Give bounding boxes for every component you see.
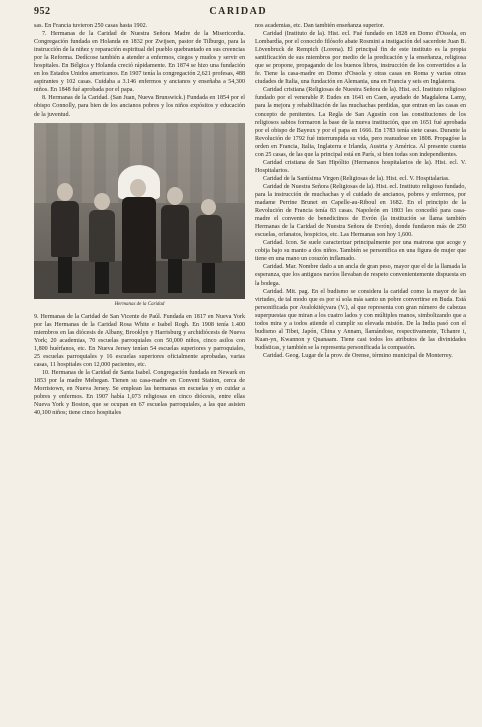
dictionary-entry: Caridad (Instituto de la). Hist. ecl. Fué fundado en 1828 en Domo d'Ossola, en Lombardía, por el conocido filósofo abate Rosmini a instigación del sacerdote Juan B. Lövenbruck de Rempich (Lorena). El principal fin de este instituto es la propia santificación de sus miembros por medio de la predicación y la enseñanza, religiosa que se propone, propagando de los buenos libros, instrucción de los convertidos a la fe. Tiene la casa-madre en Domo d'Ossola y otras casas en Roma y varias otras ciudades de Italia, una fundación en Alemania, una en Francia y seis en Inglaterra. bbox=[255, 31, 466, 86]
paragraph: 8. Hermanas de la Caridad. (San Juan, Nueva Brunswick.) Fundada en 1854 por el obispo Connolly, para bien de los ancianos pobres y los niños expósitos y educación de la juventud. bbox=[34, 95, 245, 118]
figure-caption: Hermanas de la Caridad bbox=[114, 301, 165, 307]
paragraph: 10. Hermanas de la Caridad de Santa Isabel. Congregación fundada en Newark en 1853 por la madre Mehegan. Tienen su casa-madre en Convent Station, cerca de Morristown, en Nueva Jersey. Se emplean las hermanas en escuelas y en cuidar a pobres y enfermos. En 1907 había 1,073 religiosas en cinco diócesis, entre ellas Nueva York y Boston, que se ocupan en 67 escuelas parroquiales, a las que asisten 40,100 niños; tiene cinco hospitales bbox=[34, 369, 245, 417]
paragraph: 7. Hermanas de la Caridad de Nuestra Señora Madre de la Misericordia. Congregación fundada en Holanda en 1832 por Zwijsen, pastor de Tilburgo, para la instrucción de la niñez y reparación espiritual del pueblo quebrantado en sus creencias por la Reforma. Dedícose también a atender a enfermos, ciegos y mudos y servir en hospitales. En Bélgica y Holanda creció rápidamente. En 1874 se hizo una fundación en los Estados Unidos americanos. En 1907 tenía la congregación 2,621 profesas, 488 aspirantes y 102 casas. Cuidaba a 3.146 enfermos y ancianos y enseñaba a 54,300 niños. En 1848 fué aprobada por el papa. bbox=[34, 31, 245, 94]
photograph-sisters-of-charity bbox=[34, 123, 245, 299]
dictionary-entry: Caridad de Nuestra Señora (Religiosas de la). Hist. ecl. Instituto religioso fundado, para la instrucción de muchachas y el cuidado de ancianos, pobres y enfermos, por madame Perrine Brunet en Capelle-au-Riboul en 1682. En el principio de la Revolución de Francia tenía 83 casas. Napoleón en 1803 les concedió para casa-madre el convento de benedictinos de Evrón (la institución se llama también Hermanas de la Caridad de Nuestra Señora de Evrón), donde fundaron más de 250 escuelas, orfanatos, hospicios, etc. Las Hermanas son hoy 1,600. bbox=[255, 183, 466, 239]
dictionary-entry: Caridad de la Santísima Virgen (Religiosas de la). Hist. ecl. V. Hospitalarias. bbox=[263, 175, 450, 182]
page-header bbox=[34, 2, 466, 20]
paragraph: sas. En Francia tuvieron 250 casas hasta 1902. bbox=[34, 23, 148, 29]
dictionary-entry: Caridad. Mar. Nombre dado a un ancla de gran peso, mayor que el de la llamada la esperanza, que los antiguos navíos llevaban de respeto convenientemente dispuesta en la bodega. bbox=[255, 264, 466, 287]
page-number: 952 bbox=[34, 5, 51, 17]
paragraph: 9. Hermanas de la Caridad de San Vicente de Paúl. Fundada en 1817 en Nueva York por las Hermanas de la Caridad Rosa White e Isabel Rogh. En 1908 tenía 1.400 miembros en las diócesis de Albany, Brooklyn y Harrisburg y archidiócesis de Nueva York; 20 academias, 70 escuelas parroquiales con 50,000 niños, cinco asilos con 1,800 huérfanos, etc. En Nueva Jersey tenían 54 escuelas superiores y parroquiales, 25 escuelas parroquiales y 16 escuelas superiores oficialmente aprobadas, varias casas, 11 hospitales con 12,000 pacientes, etc. bbox=[34, 313, 245, 368]
dictionary-entry: Caridad cristiana de San Hipólito (Hermanos hospitalarios de la). Hist. ecl. V. Hospitalarios. bbox=[255, 159, 466, 174]
page-title: CARIDAD bbox=[209, 5, 268, 17]
text-columns bbox=[34, 22, 466, 719]
dictionary-entry: Caridad. Geog. Lugar de la prov. de Orense, término municipal de Monterrey. bbox=[263, 352, 453, 359]
paragraph: nos academias, etc. Dan también enseñanza superior. bbox=[255, 23, 385, 29]
left-column bbox=[34, 22, 245, 719]
dictionary-entry: Caridad. Icon. Se suele caracterizar principalmente por una matrona que acoge y cobija bajo su manto a dos niños. También se personifica en una figura de mujer que tiene en una mano un corazón inflamado. bbox=[255, 240, 466, 263]
right-column bbox=[255, 22, 466, 719]
dictionary-entry: Caridad cristiana (Religiosas de Nuestra Señora de la). Hist. ecl. Instituto religioso fundado por el venerable P. Eudes en 1641 en Caen, ayudado de Magdalena Lamy, para la mejora y rehabilitación de las muchachas perdidas, que entran en las casas en concepto de penitentes. La Regla de San Agustín con las constituciones de los religiosos sabios formaron la base de la nueva institución, que en 1651 fué aprobada por el obispo de Bayeux y por el papa en 1666. En 1783 tenía siete casas. Durante la Revolución de 1792 fué interrumpida su vida, pero reanudose en 1808. Propagóse la orden en Francia, Italia, Inglaterra e Irlanda, Austria y América. Al presente cuenta con 25 casas, de las que la principal está en París, si bien todas son independientes. bbox=[255, 87, 466, 158]
figure bbox=[34, 123, 245, 309]
dictionary-entry: Caridad. Mit. pag. En el budismo se considera la caridad como la mayor de las virtudes, de tal modo que es por sí sola más santo un pobre convertirse en Buda. Está personificada por Avalokitéçvara (V.), al que representa con gran número de cabezas superpuestas que miran a los cuatro lados y con múltiples manos, simbolizando que a todos mira y a todos atiende el cumplir su elevada misión. De la India pasó con el budismo al Tibet, Japón, China y Annam, llamándose, respectivamente, Tchanre i, Kuan-yn, Kwannon y Quanaam. Tiene casi todos los atributos de las divinidades budísticas, y también se la representa personificada la compasión. bbox=[255, 288, 466, 351]
